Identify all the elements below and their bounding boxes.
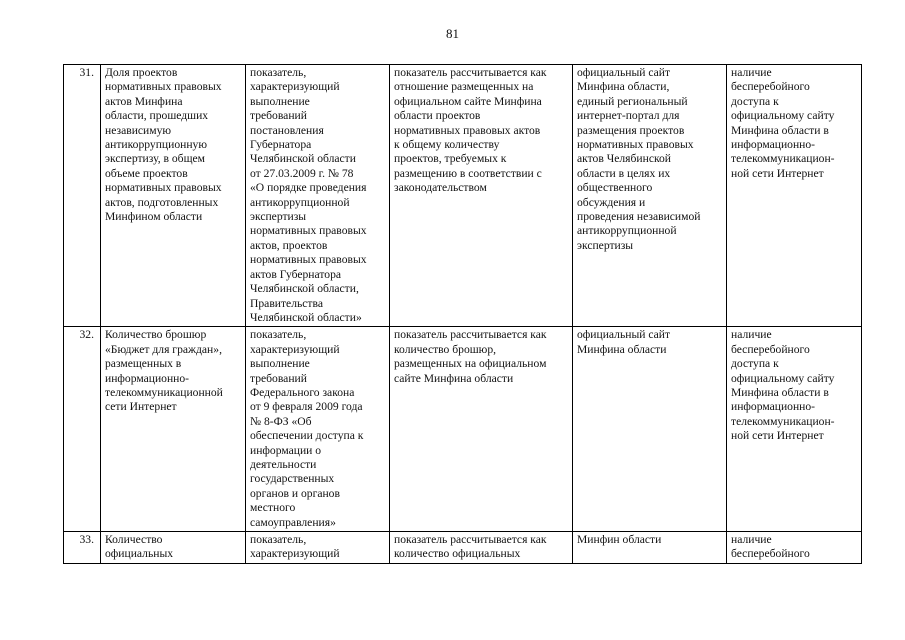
cell-text-line: объеме проектов bbox=[105, 166, 188, 180]
cell-text-line: местного bbox=[250, 501, 296, 515]
cell-text-line: сайте Минфина области bbox=[394, 371, 514, 385]
cell-text-line: наличие bbox=[731, 533, 772, 546]
calculation-method-cell bbox=[390, 327, 573, 532]
cell-text-line: Минфин области bbox=[577, 533, 662, 546]
calculation-method-cell bbox=[390, 532, 573, 564]
cell-text-line: информационно- bbox=[731, 400, 816, 414]
cell-text-line: ной сети Интернет bbox=[731, 166, 824, 180]
cell-text-line: независимую bbox=[105, 123, 172, 137]
cell-text-line: ной сети Интернет bbox=[731, 429, 824, 443]
cell-text-line: выполнение bbox=[250, 357, 310, 371]
cell-text-line: Минфином области bbox=[105, 210, 203, 224]
indicator-name-cell bbox=[101, 532, 246, 564]
cell-text-line: официальному сайту bbox=[731, 371, 835, 385]
cell-text-line: доступа к bbox=[731, 357, 779, 371]
cell-text-line: Челябинской области bbox=[250, 152, 356, 166]
cell-text-line: Минфина области, bbox=[577, 80, 670, 94]
cell-text-line: требований bbox=[250, 371, 307, 385]
cell-text-line: области проектов bbox=[394, 109, 481, 123]
cell-text-line: Минфина области в bbox=[731, 123, 829, 137]
cell-text-line: Минфина области bbox=[577, 342, 667, 356]
cell-text-line: «Бюджет для граждан», bbox=[105, 342, 222, 356]
cell-text-line: бесперебойного bbox=[731, 342, 810, 356]
cell-text-line: актов Челябинской bbox=[577, 152, 672, 166]
cell-text-line: антикоррупционной bbox=[577, 224, 677, 238]
page-bottom-margin bbox=[0, 571, 905, 640]
table-row bbox=[64, 532, 862, 564]
indicator-description-cell bbox=[246, 532, 390, 564]
cell-text-line: Количество bbox=[105, 533, 163, 546]
cell-text-line: официальный сайт bbox=[577, 66, 671, 79]
cell-text-line: официальному сайту bbox=[731, 109, 835, 123]
cell-text-line: Доля проектов bbox=[105, 66, 178, 79]
cell-text-line: телекоммуникацион- bbox=[731, 152, 835, 166]
cell-text-line: актов Минфина bbox=[105, 94, 183, 108]
cell-text-line: нормативных правовых bbox=[105, 181, 222, 195]
cell-text-line: к общему количеству bbox=[394, 138, 500, 152]
cell-text-line: экспертизы bbox=[250, 210, 307, 224]
cell-text-line: Правительства bbox=[250, 296, 323, 310]
cell-text-line: актов, подготовленных bbox=[105, 195, 219, 209]
row-number-cell: 33. bbox=[64, 532, 101, 564]
cell-text-line: обеспечении доступа к bbox=[250, 429, 364, 443]
page-number: 81 bbox=[446, 26, 459, 41]
cell-text-line: количество официальных bbox=[394, 547, 521, 561]
condition-cell bbox=[727, 532, 862, 564]
cell-text-line: наличие bbox=[731, 328, 772, 342]
cell-text-line: доступа к bbox=[731, 94, 779, 108]
cell-text-line: проведения независимой bbox=[577, 210, 701, 224]
cell-text-line: характеризующий bbox=[250, 342, 340, 356]
cell-text-line: экспертизы bbox=[577, 238, 634, 252]
condition-cell bbox=[727, 65, 862, 327]
table-row bbox=[64, 65, 862, 327]
cell-text-line: требований bbox=[250, 109, 307, 123]
cell-text-line: нормативных правовых bbox=[105, 80, 222, 94]
cell-text-line: характеризующий bbox=[250, 547, 340, 561]
data-source-cell bbox=[573, 532, 727, 564]
cell-text-line: нормативных правовых актов bbox=[394, 123, 541, 137]
cell-text-line: Челябинской области» bbox=[250, 310, 362, 324]
cell-text-line: государственных bbox=[250, 472, 335, 486]
cell-text-line: бесперебойного bbox=[731, 547, 810, 561]
cell-text-line: показатель, bbox=[250, 328, 307, 342]
table-row bbox=[64, 327, 862, 532]
cell-text-line: «О порядке проведения bbox=[250, 181, 367, 195]
cell-text-line: экспертизу, в общем bbox=[105, 152, 205, 166]
cell-text-line: показатель, bbox=[250, 533, 307, 546]
cell-text-line: постановления bbox=[250, 123, 324, 137]
cell-text-line: показатель рассчитывается как bbox=[394, 66, 547, 79]
cell-text-line: от 9 февраля 2009 года bbox=[250, 400, 363, 414]
indicator-table bbox=[63, 64, 862, 564]
cell-text-line: информационно- bbox=[105, 371, 190, 385]
cell-text-line: размещенных на официальном bbox=[394, 357, 547, 371]
cell-text-line: официальных bbox=[105, 547, 174, 561]
cell-text-line: Федерального закона bbox=[250, 385, 355, 399]
cell-text-line: официальный сайт bbox=[577, 328, 671, 342]
cell-text-line: размещения проектов bbox=[577, 123, 685, 137]
cell-text-line: отношение размещенных на bbox=[394, 80, 534, 94]
cell-text-line: показатель рассчитывается как bbox=[394, 533, 547, 546]
cell-text-line: нормативных правовых bbox=[577, 138, 694, 152]
cell-text-line: законодательством bbox=[394, 181, 487, 195]
indicator-description-cell bbox=[246, 65, 390, 327]
data-source-cell bbox=[573, 327, 727, 532]
cell-text-line: единый региональный bbox=[577, 94, 688, 108]
cell-text-line: антикоррупционную bbox=[105, 138, 207, 152]
cell-text-line: Губернатора bbox=[250, 138, 312, 152]
cell-text-line: нормативных правовых bbox=[250, 224, 367, 238]
cell-text-line: показатель рассчитывается как bbox=[394, 328, 547, 342]
cell-text-line: проектов, требуемых к bbox=[394, 152, 507, 166]
data-source-cell bbox=[573, 65, 727, 327]
cell-text-line: Минфина области в bbox=[731, 385, 829, 399]
row-number-cell: 31. bbox=[64, 65, 101, 327]
cell-text-line: официальном сайте Минфина bbox=[394, 94, 542, 108]
cell-text-line: информации о bbox=[250, 443, 322, 457]
cell-text-line: бесперебойного bbox=[731, 80, 810, 94]
cell-text-line: органов и органов bbox=[250, 486, 340, 500]
cell-text-line: выполнение bbox=[250, 94, 310, 108]
condition-cell bbox=[727, 327, 862, 532]
cell-text-line: показатель, bbox=[250, 66, 307, 79]
cell-text-line: нормативных правовых bbox=[250, 253, 367, 267]
indicator-description-cell bbox=[246, 327, 390, 532]
cell-text-line: размещенных в bbox=[105, 357, 182, 371]
cell-text-line: телекоммуникацион- bbox=[731, 414, 835, 428]
cell-text-line: от 27.03.2009 г. № 78 bbox=[250, 166, 354, 180]
cell-text-line: количество брошюр, bbox=[394, 342, 497, 356]
cell-text-line: антикоррупционной bbox=[250, 195, 350, 209]
indicator-name-cell bbox=[101, 65, 246, 327]
cell-text-line: области в целях их bbox=[577, 166, 671, 180]
cell-text-line: № 8-ФЗ «Об bbox=[250, 414, 312, 428]
indicator-name-cell bbox=[101, 327, 246, 532]
cell-text-line: деятельности bbox=[250, 457, 317, 471]
row-number-cell: 32. bbox=[64, 327, 101, 532]
cell-text-line: Количество брошюр bbox=[105, 328, 207, 342]
cell-text-line: самоуправления» bbox=[250, 515, 336, 529]
cell-text-line: характеризующий bbox=[250, 80, 340, 94]
calculation-method-cell bbox=[390, 65, 573, 327]
cell-text-line: информационно- bbox=[731, 138, 816, 152]
cell-text-line: актов Губернатора bbox=[250, 267, 342, 281]
cell-text-line: размещению в соответствии с bbox=[394, 166, 542, 180]
cell-text-line: общественного bbox=[577, 181, 653, 195]
cell-text-line: области, прошедших bbox=[105, 109, 209, 123]
cell-text-line: Челябинской области, bbox=[250, 282, 359, 296]
cell-text-line: телекоммуникационной bbox=[105, 385, 223, 399]
cell-text-line: обсуждения и bbox=[577, 195, 646, 209]
cell-text-line: наличие bbox=[731, 66, 772, 79]
cell-text-line: сети Интернет bbox=[105, 400, 177, 414]
cell-text-line: интернет-портал для bbox=[577, 109, 680, 123]
cell-text-line: актов, проектов bbox=[250, 238, 328, 252]
